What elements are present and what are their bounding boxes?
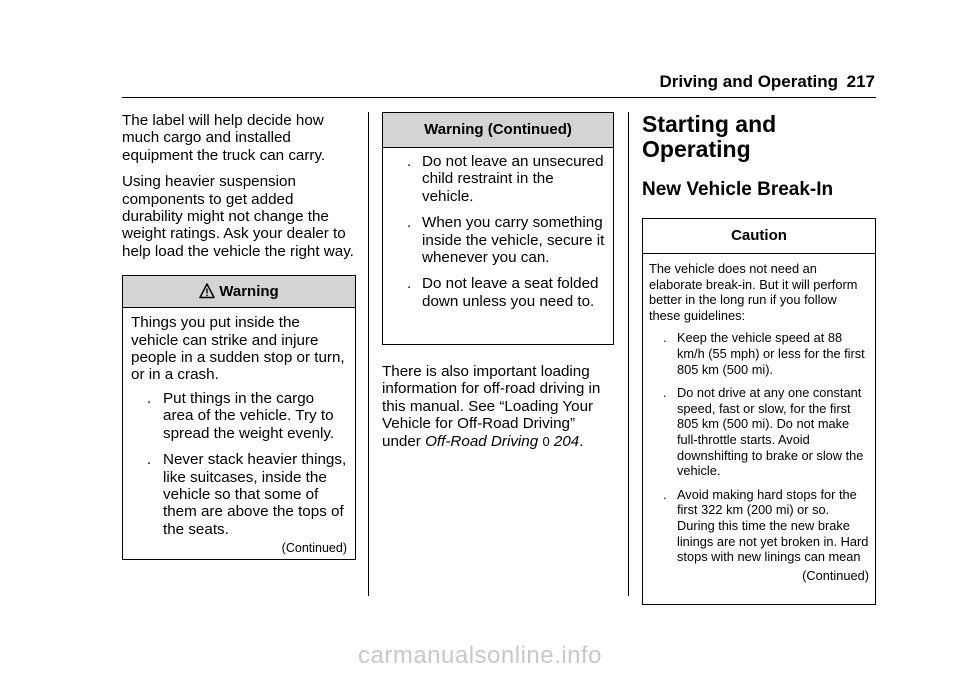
body-paragraph: The label will help decide how much cargo and installed equipment the truck can carry. xyxy=(122,112,326,164)
loading-info-text: There is also important loading information for off-road driving in this manual. See “Loading Your Vehicle for Off-Road Driving” under xyxy=(382,363,601,450)
column-2 xyxy=(382,112,614,459)
column-3 xyxy=(642,112,876,605)
bullet-text: Avoid making hard stops for the first 322 km (200 mi) or so. During this time the new brake linings are not yet broken in. Hard stops with new linings can mean xyxy=(677,486,869,565)
list-item xyxy=(391,214,605,266)
bullet-glyph: . xyxy=(147,389,152,407)
warning-bullet-list xyxy=(391,153,605,310)
bullet-text: Do not leave an unsecured child restraint in the vehicle. xyxy=(422,153,604,205)
bullet-glyph: . xyxy=(663,385,667,401)
list-item xyxy=(649,330,869,377)
bullet-glyph: . xyxy=(407,275,412,293)
bullet-glyph: . xyxy=(663,486,667,502)
warning-triangle-icon xyxy=(199,279,215,310)
body-paragraph: Using heavier suspension components to get added durability might not change the weight ratings. Ask your dealer to help load the vehicle the right way. xyxy=(122,173,354,260)
warning-box xyxy=(122,275,356,560)
bullet-glyph: . xyxy=(407,153,412,170)
warning-continued-box xyxy=(382,112,614,345)
warning-header xyxy=(123,276,355,308)
caution-intro: The vehicle does not need an elaborate break-in. But it will perform better in the long run if you follow these guidelines: xyxy=(649,261,858,323)
list-item xyxy=(131,451,347,538)
bullet-text: Do not drive at any one constant speed, fast or slow, for the first 805 km (500 mi). Do not make full-throttle starts. Avoid downshifting to brake or slow the vehicle. xyxy=(677,385,864,479)
page-number: 217 xyxy=(846,72,875,91)
bullet-glyph: . xyxy=(147,451,152,469)
bullet-text: Do not leave a seat folded down unless you need to. xyxy=(422,275,599,310)
off-road-driving-link[interactable]: Off-Road Driving xyxy=(425,432,539,450)
column-1 xyxy=(122,112,356,560)
bullet-glyph: . xyxy=(407,214,412,232)
caution-header: Caution xyxy=(643,219,875,254)
loading-info-paragraph xyxy=(382,363,614,450)
list-item xyxy=(649,385,869,479)
list-item xyxy=(391,153,605,205)
bullet-text: Never stack heavier things, like suitcases, inside the vehicle so that some of them are above the tops of the seats. xyxy=(163,451,347,538)
section-heading: Starting and Operating xyxy=(642,111,777,162)
caution-bullet-list xyxy=(649,330,869,564)
warning-bullet-list xyxy=(131,390,347,538)
list-item xyxy=(649,487,869,565)
column-divider xyxy=(368,112,369,596)
warning-intro: Things you put inside the vehicle can strike and injure people in a sudden stop or turn, or in a crash. xyxy=(131,314,345,384)
list-item xyxy=(391,275,605,310)
site-watermark: carmanualsonline.info xyxy=(358,642,602,669)
page-reference-arrow-icon: 0 xyxy=(542,433,550,449)
page-header xyxy=(0,72,960,94)
bullet-text: When you carry something inside the vehicle, secure it whenever you can. xyxy=(422,214,605,267)
caution-box xyxy=(642,218,876,605)
continued-note: (Continued) xyxy=(281,541,347,556)
header-rule xyxy=(122,97,876,98)
warning-continued-body xyxy=(383,148,613,314)
page-reference-number[interactable]: 204 xyxy=(553,432,580,450)
list-item xyxy=(131,390,347,442)
bullet-glyph: . xyxy=(663,330,667,346)
continued-note: (Continued) xyxy=(802,567,869,583)
bullet-text: Put things in the cargo area of the vehicle. Try to spread the weight evenly. xyxy=(163,389,335,442)
caution-body xyxy=(643,254,875,587)
sentence-end: . xyxy=(579,432,584,450)
subsection-heading: New Vehicle Break-In xyxy=(642,179,834,200)
column-divider xyxy=(628,112,629,596)
warning-continued-header: Warning (Continued) xyxy=(383,113,613,148)
bullet-text: Keep the vehicle speed at 88 km/h (55 mph) or less for the first 805 km (500 mi). xyxy=(677,330,865,377)
section-title: Driving and Operating xyxy=(659,72,838,91)
warning-title: Warning xyxy=(219,283,279,301)
warning-body xyxy=(123,308,355,561)
